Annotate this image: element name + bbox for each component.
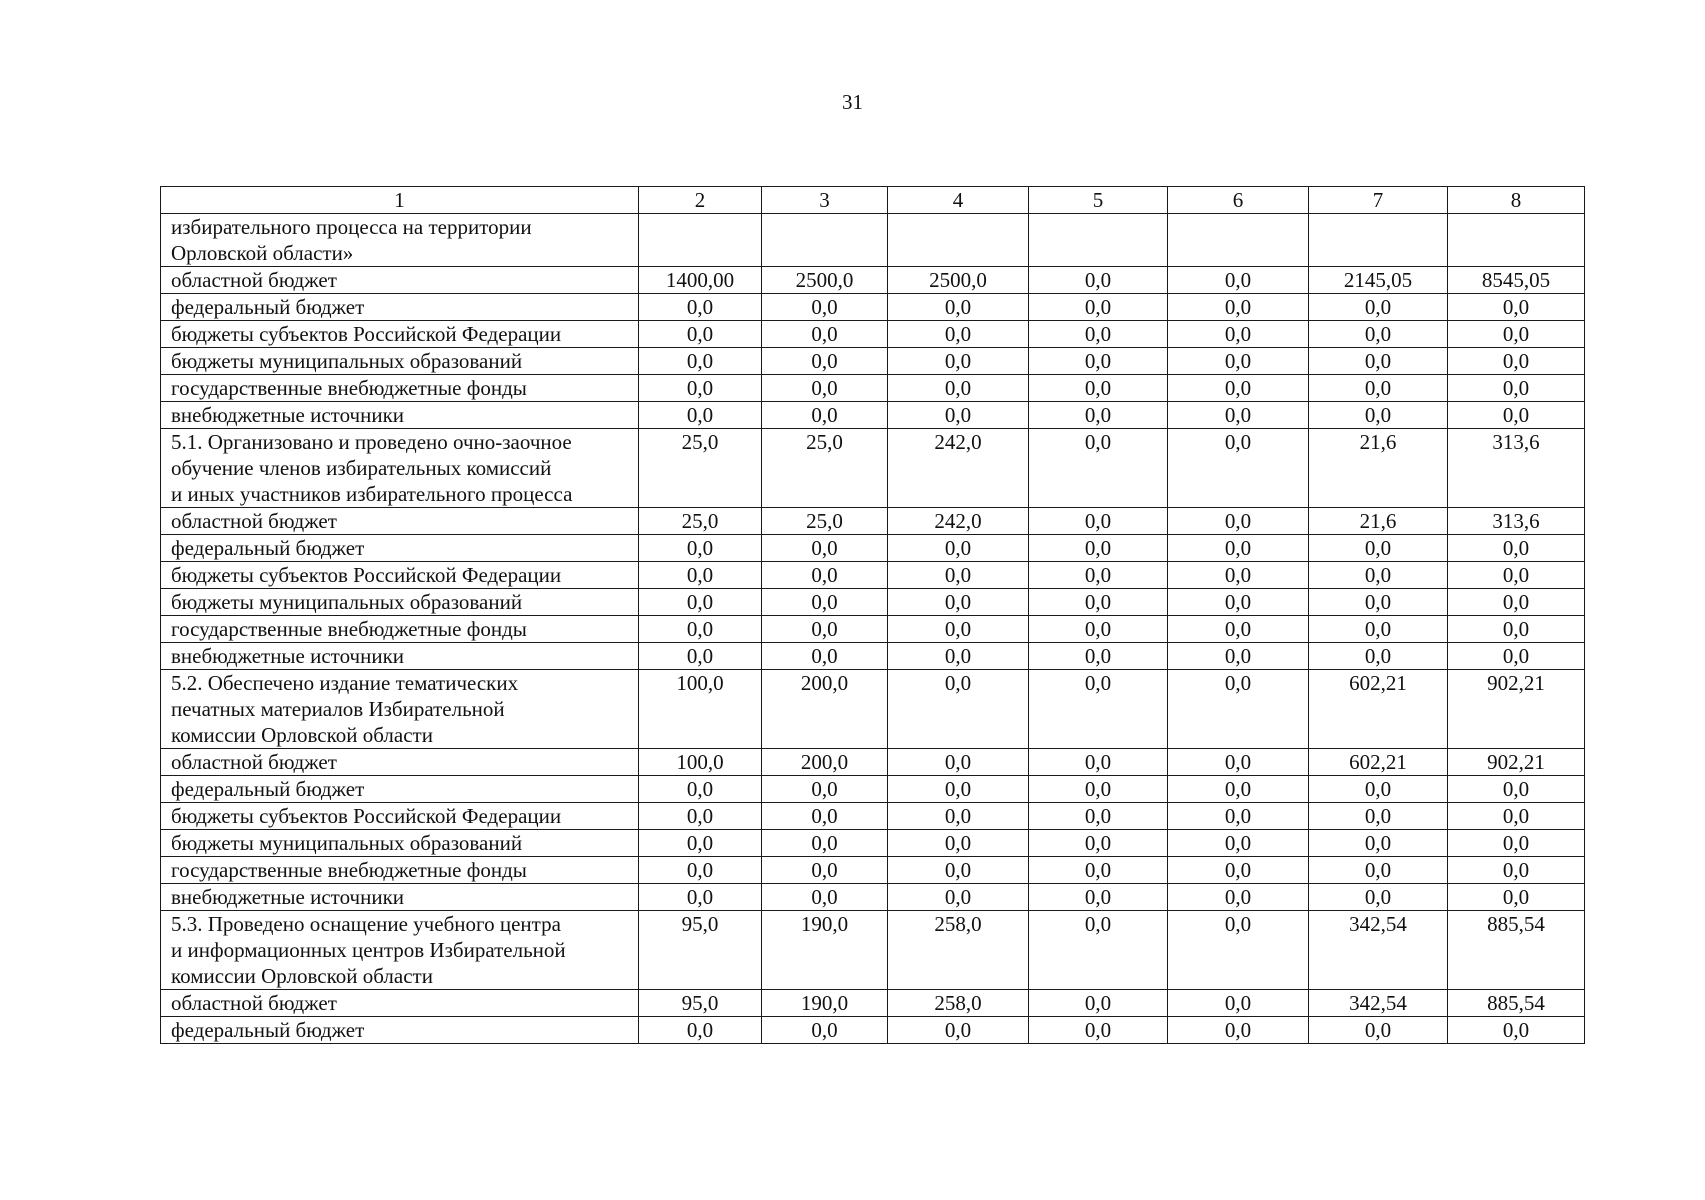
- row-label: 5.2. Обеспечено издание тематических печатных материалов Избирательной комиссии Орловской области: [161, 670, 639, 749]
- value-cell: 0,0: [639, 402, 762, 429]
- value-cell: 0,0: [1029, 749, 1168, 776]
- table-row: [161, 589, 1585, 616]
- value-cell: [1309, 214, 1448, 267]
- value-cell: 0,0: [888, 803, 1029, 830]
- row-label: избирательного процесса на территории Орловской области»: [161, 214, 639, 267]
- value-cell: 0,0: [1309, 830, 1448, 857]
- row-label: внебюджетные источники: [161, 643, 639, 670]
- value-cell: 0,0: [1168, 830, 1309, 857]
- table-row: [161, 990, 1585, 1017]
- value-cell: 0,0: [1168, 990, 1309, 1017]
- row-label: внебюджетные источники: [161, 884, 639, 911]
- column-number-header: 8: [1448, 187, 1585, 214]
- value-cell: 0,0: [1168, 321, 1309, 348]
- value-cell: 0,0: [1448, 402, 1585, 429]
- table-row: [161, 803, 1585, 830]
- value-cell: 25,0: [762, 429, 888, 508]
- value-cell: 0,0: [639, 1017, 762, 1044]
- row-label: федеральный бюджет: [161, 294, 639, 321]
- value-cell: 0,0: [1309, 643, 1448, 670]
- value-cell: 0,0: [1448, 803, 1585, 830]
- value-cell: 0,0: [888, 670, 1029, 749]
- row-label: федеральный бюджет: [161, 535, 639, 562]
- value-cell: 0,0: [1168, 562, 1309, 589]
- value-cell: 885,54: [1448, 990, 1585, 1017]
- value-cell: 200,0: [762, 670, 888, 749]
- value-cell: 0,0: [762, 562, 888, 589]
- value-cell: 0,0: [1029, 535, 1168, 562]
- budget-table: [160, 186, 1585, 1044]
- value-cell: [1448, 214, 1585, 267]
- value-cell: 0,0: [1168, 803, 1309, 830]
- value-cell: 313,6: [1448, 508, 1585, 535]
- table-row: [161, 670, 1585, 749]
- value-cell: 0,0: [888, 589, 1029, 616]
- value-cell: 0,0: [639, 294, 762, 321]
- table-row: [161, 214, 1585, 267]
- value-cell: 0,0: [1309, 884, 1448, 911]
- value-cell: 0,0: [1309, 402, 1448, 429]
- value-cell: 0,0: [1168, 535, 1309, 562]
- value-cell: 0,0: [1029, 267, 1168, 294]
- value-cell: 0,0: [762, 803, 888, 830]
- value-cell: 0,0: [1168, 776, 1309, 803]
- value-cell: 0,0: [1448, 375, 1585, 402]
- value-cell: 0,0: [1168, 429, 1309, 508]
- value-cell: 0,0: [1029, 616, 1168, 643]
- value-cell: 0,0: [1029, 670, 1168, 749]
- value-cell: 0,0: [1448, 776, 1585, 803]
- row-label: бюджеты муниципальных образований: [161, 348, 639, 375]
- value-cell: 0,0: [888, 321, 1029, 348]
- value-cell: 0,0: [639, 776, 762, 803]
- value-cell: 0,0: [639, 884, 762, 911]
- row-label: федеральный бюджет: [161, 776, 639, 803]
- value-cell: 0,0: [1168, 589, 1309, 616]
- row-label: бюджеты муниципальных образований: [161, 589, 639, 616]
- value-cell: 0,0: [1029, 562, 1168, 589]
- table-row: [161, 911, 1585, 990]
- value-cell: 0,0: [1168, 643, 1309, 670]
- value-cell: 0,0: [888, 1017, 1029, 1044]
- table-row: [161, 429, 1585, 508]
- value-cell: 0,0: [1309, 589, 1448, 616]
- table-row: [161, 294, 1585, 321]
- value-cell: 0,0: [1309, 321, 1448, 348]
- value-cell: 190,0: [762, 990, 888, 1017]
- value-cell: 0,0: [1168, 749, 1309, 776]
- value-cell: 0,0: [888, 749, 1029, 776]
- value-cell: 200,0: [762, 749, 888, 776]
- row-label: государственные внебюджетные фонды: [161, 375, 639, 402]
- value-cell: 0,0: [1309, 803, 1448, 830]
- value-cell: 0,0: [888, 884, 1029, 911]
- table-row: [161, 1017, 1585, 1044]
- value-cell: 0,0: [1309, 857, 1448, 884]
- value-cell: 0,0: [888, 643, 1029, 670]
- value-cell: 0,0: [888, 830, 1029, 857]
- value-cell: 0,0: [888, 857, 1029, 884]
- row-label: областной бюджет: [161, 267, 639, 294]
- value-cell: 0,0: [1309, 616, 1448, 643]
- value-cell: 100,0: [639, 670, 762, 749]
- row-label: государственные внебюджетные фонды: [161, 857, 639, 884]
- table-row: [161, 267, 1585, 294]
- value-cell: [762, 214, 888, 267]
- value-cell: 342,54: [1309, 990, 1448, 1017]
- column-number-header: 6: [1168, 187, 1309, 214]
- value-cell: 0,0: [1029, 643, 1168, 670]
- value-cell: 0,0: [762, 1017, 888, 1044]
- value-cell: 342,54: [1309, 911, 1448, 990]
- value-cell: 0,0: [1309, 375, 1448, 402]
- value-cell: 0,0: [1168, 402, 1309, 429]
- value-cell: 0,0: [639, 857, 762, 884]
- row-label: внебюджетные источники: [161, 402, 639, 429]
- value-cell: 100,0: [639, 749, 762, 776]
- value-cell: 902,21: [1448, 670, 1585, 749]
- value-cell: 1400,00: [639, 267, 762, 294]
- value-cell: 0,0: [1029, 589, 1168, 616]
- table-row: [161, 616, 1585, 643]
- value-cell: 0,0: [1309, 776, 1448, 803]
- value-cell: 0,0: [1168, 857, 1309, 884]
- row-label: 5.3. Проведено оснащение учебного центра и информационных центров Избирательной комиссии Орловской области: [161, 911, 639, 990]
- column-number-header: 5: [1029, 187, 1168, 214]
- value-cell: 0,0: [888, 294, 1029, 321]
- value-cell: 0,0: [639, 589, 762, 616]
- value-cell: 2500,0: [762, 267, 888, 294]
- value-cell: 0,0: [762, 884, 888, 911]
- column-number-header: 3: [762, 187, 888, 214]
- value-cell: 0,0: [888, 402, 1029, 429]
- value-cell: 0,0: [1029, 803, 1168, 830]
- page-number: 31: [842, 90, 863, 114]
- row-label: бюджеты субъектов Российской Федерации: [161, 803, 639, 830]
- column-number-row: [161, 187, 1585, 214]
- value-cell: 0,0: [1029, 294, 1168, 321]
- value-cell: 0,0: [1029, 429, 1168, 508]
- value-cell: 0,0: [1448, 884, 1585, 911]
- value-cell: 0,0: [1029, 375, 1168, 402]
- value-cell: 2145,05: [1309, 267, 1448, 294]
- value-cell: 0,0: [1168, 267, 1309, 294]
- table-row: [161, 348, 1585, 375]
- value-cell: 0,0: [639, 616, 762, 643]
- value-cell: 2500,0: [888, 267, 1029, 294]
- table-row: [161, 776, 1585, 803]
- value-cell: 0,0: [1168, 294, 1309, 321]
- value-cell: 25,0: [639, 508, 762, 535]
- value-cell: 0,0: [639, 562, 762, 589]
- table-row: [161, 749, 1585, 776]
- value-cell: 0,0: [762, 375, 888, 402]
- value-cell: 8545,05: [1448, 267, 1585, 294]
- value-cell: 0,0: [1029, 884, 1168, 911]
- row-label: федеральный бюджет: [161, 1017, 639, 1044]
- value-cell: 0,0: [639, 643, 762, 670]
- value-cell: 0,0: [762, 857, 888, 884]
- value-cell: 0,0: [762, 402, 888, 429]
- value-cell: 0,0: [762, 294, 888, 321]
- value-cell: 602,21: [1309, 749, 1448, 776]
- row-label: бюджеты субъектов Российской Федерации: [161, 321, 639, 348]
- value-cell: 0,0: [1168, 670, 1309, 749]
- value-cell: 0,0: [888, 375, 1029, 402]
- column-number-header: 2: [639, 187, 762, 214]
- value-cell: 0,0: [1448, 562, 1585, 589]
- value-cell: 0,0: [1448, 321, 1585, 348]
- value-cell: 602,21: [1309, 670, 1448, 749]
- row-label: бюджеты субъектов Российской Федерации: [161, 562, 639, 589]
- value-cell: 0,0: [639, 348, 762, 375]
- value-cell: 0,0: [762, 830, 888, 857]
- table-row: [161, 884, 1585, 911]
- value-cell: 0,0: [1168, 616, 1309, 643]
- value-cell: 0,0: [1168, 508, 1309, 535]
- row-label: областной бюджет: [161, 508, 639, 535]
- value-cell: 0,0: [762, 616, 888, 643]
- value-cell: 0,0: [762, 589, 888, 616]
- value-cell: 0,0: [1448, 294, 1585, 321]
- value-cell: 258,0: [888, 911, 1029, 990]
- table-row: [161, 857, 1585, 884]
- table-row: [161, 402, 1585, 429]
- value-cell: 0,0: [1029, 348, 1168, 375]
- table-row: [161, 321, 1585, 348]
- value-cell: 0,0: [1448, 830, 1585, 857]
- value-cell: 0,0: [1448, 1017, 1585, 1044]
- value-cell: 885,54: [1448, 911, 1585, 990]
- value-cell: 242,0: [888, 508, 1029, 535]
- value-cell: 0,0: [888, 562, 1029, 589]
- value-cell: 0,0: [1448, 616, 1585, 643]
- value-cell: 0,0: [1029, 1017, 1168, 1044]
- value-cell: 0,0: [639, 803, 762, 830]
- value-cell: [639, 214, 762, 267]
- value-cell: 313,6: [1448, 429, 1585, 508]
- value-cell: 0,0: [1448, 535, 1585, 562]
- table-row: [161, 830, 1585, 857]
- value-cell: 0,0: [1029, 830, 1168, 857]
- value-cell: 21,6: [1309, 508, 1448, 535]
- value-cell: 0,0: [1168, 911, 1309, 990]
- row-label: государственные внебюджетные фонды: [161, 616, 639, 643]
- value-cell: 0,0: [1029, 321, 1168, 348]
- table-body: [161, 187, 1585, 1044]
- value-cell: 0,0: [1029, 990, 1168, 1017]
- value-cell: 0,0: [1029, 776, 1168, 803]
- value-cell: 0,0: [762, 348, 888, 375]
- value-cell: 0,0: [1029, 857, 1168, 884]
- column-number-header: 4: [888, 187, 1029, 214]
- table-row: [161, 535, 1585, 562]
- value-cell: 0,0: [762, 776, 888, 803]
- value-cell: 25,0: [639, 429, 762, 508]
- value-cell: 0,0: [1168, 348, 1309, 375]
- column-number-header: 1: [161, 187, 639, 214]
- value-cell: 0,0: [1309, 348, 1448, 375]
- value-cell: 95,0: [639, 990, 762, 1017]
- value-cell: 0,0: [1448, 857, 1585, 884]
- value-cell: [1029, 214, 1168, 267]
- row-label: областной бюджет: [161, 990, 639, 1017]
- value-cell: 190,0: [762, 911, 888, 990]
- value-cell: 0,0: [639, 321, 762, 348]
- table-row: [161, 562, 1585, 589]
- value-cell: 0,0: [639, 830, 762, 857]
- table-row: [161, 508, 1585, 535]
- value-cell: 0,0: [762, 321, 888, 348]
- value-cell: 0,0: [639, 535, 762, 562]
- row-label: 5.1. Организовано и проведено очно-заочное обучение членов избирательных комиссий и иных участников избирательного процесса: [161, 429, 639, 508]
- value-cell: 21,6: [1309, 429, 1448, 508]
- table-row: [161, 643, 1585, 670]
- value-cell: 242,0: [888, 429, 1029, 508]
- value-cell: 0,0: [1168, 884, 1309, 911]
- value-cell: 0,0: [762, 643, 888, 670]
- value-cell: 0,0: [1448, 589, 1585, 616]
- column-number-header: 7: [1309, 187, 1448, 214]
- value-cell: 25,0: [762, 508, 888, 535]
- row-label: областной бюджет: [161, 749, 639, 776]
- value-cell: [1168, 214, 1309, 267]
- value-cell: 0,0: [1309, 1017, 1448, 1044]
- row-label: бюджеты муниципальных образований: [161, 830, 639, 857]
- value-cell: 0,0: [762, 535, 888, 562]
- value-cell: 0,0: [1309, 535, 1448, 562]
- value-cell: 0,0: [1448, 643, 1585, 670]
- value-cell: 0,0: [888, 535, 1029, 562]
- value-cell: 0,0: [888, 776, 1029, 803]
- value-cell: 258,0: [888, 990, 1029, 1017]
- value-cell: 95,0: [639, 911, 762, 990]
- value-cell: 902,21: [1448, 749, 1585, 776]
- value-cell: [888, 214, 1029, 267]
- value-cell: 0,0: [1029, 402, 1168, 429]
- value-cell: 0,0: [1309, 562, 1448, 589]
- table-row: [161, 375, 1585, 402]
- value-cell: 0,0: [1168, 1017, 1309, 1044]
- value-cell: 0,0: [1029, 911, 1168, 990]
- value-cell: 0,0: [639, 375, 762, 402]
- value-cell: 0,0: [1168, 375, 1309, 402]
- value-cell: 0,0: [1029, 508, 1168, 535]
- value-cell: 0,0: [888, 348, 1029, 375]
- value-cell: 0,0: [1309, 294, 1448, 321]
- value-cell: 0,0: [888, 616, 1029, 643]
- value-cell: 0,0: [1448, 348, 1585, 375]
